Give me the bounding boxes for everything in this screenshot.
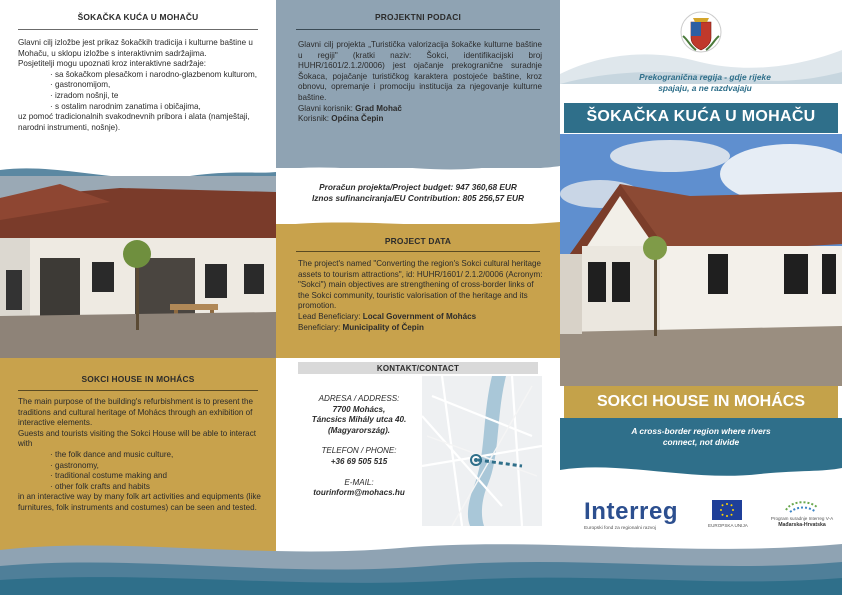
contact-details: ADRESA / ADDRESS: 7700 Mohács, Táncsics Mihály utca 40. (Magyarország). TELEFON / PHONE: +36 69 505 515 E-MAIL: tourinform@mohacs.hu [311,394,407,498]
en-list: · the folk dance and music culture, · gastronomy, · traditional costume making and · other folk crafts and habits [18,450,266,492]
budget-text: Proračun projekta/Project budget: 947 360,68 EUR Iznos sufinanciranja/EU Contribution: 805 256,57 EUR [311,182,525,203]
location-map [422,376,542,526]
en-section-title: SOKCI HOUSE IN MOHÁCS [81,374,195,384]
contact-title: KONTAKT/CONTACT [376,364,460,373]
interreg-sub: Europski fond za regionalni razvoj [584,526,656,531]
interreg-logo: Interreg [584,498,679,525]
cover-panel [560,0,842,595]
cover-photo [560,134,842,386]
en-title-rule [18,390,258,391]
en-project-text: The project's named "Converting the region's Sokci cultural heritage assets to tourism attractions", id: HUHR/1601/ 2.1.2/0006 (Acronym: "Sokci") main objectives are strengthening of cross-border links of the Sokci community, touristic valorisation of the heritage and its promotion. Lead Beneficiary: Local Government of Mohács Beneficiary: Municipality of Čepin [298,259,543,332]
cover-wave-bottom [560,460,842,490]
program-label: Program suradnje Interreg V-A Mađarska-Hrvatska [770,516,834,528]
en-project-rule [296,251,540,252]
en-description: The main purpose of the building's refurbishment is to present the traditions and cultural heritage of Mohács through an exhibition of interactive elements. Guests and tourists visiting the Sokci House will be able to interact with · the folk dance and music culture, · gastronomy, · traditional costume making and · other folk crafts and habits in an interactive way by many folk art activities and equipments (like furnitures, folk instruments and costumes) can be seen and tested. [18,397,266,514]
eu-stars [712,500,742,520]
hr-description: Glavni cilj izložbe jest prikaz šokačkih tradicija i kulturne baštine u Mohaču, u sklopu izložbe s interaktivnim sadržajima. Posjetitelji mogu upoznati kroz interaktivne sadržaje: · sa šokačkom plesačkom i narodno-glazbenom kulturom, · gastronomijom, · izradom nošnji, te · s ostalim narodnim zanatima i običajima, uz pomoć tradicionalnih svakodnevnih pribora i alata (namještaji, narodni instrumenti, nošnje). [18,38,263,133]
title-rule [18,29,258,30]
en-project-title: PROJECT DATA [384,236,452,246]
program-logo-icon [782,496,822,514]
eu-label: EUROPSKA UNIJA [708,523,748,528]
hr-project-text: Glavni cilj projekta „Turistička valorizacija šokačke kulturne baštine u regiji" (kratki naziv: Šokci, identifikacijski broj HUHR/1601/2.1.2/0006) jest ojačanje prekogranične suradnje Šokaca, pojačanje turističkog karaktera postojeće baštine, kroz obnovu, opremanje i promociju institucija za njegovanje kulturne baštine. Glavni korisnik: Grad Mohač Korisnik: Općina Čepin [298,40,542,124]
wave-band-middle [276,150,560,186]
courtyard-photo [0,176,276,358]
hr-project-title: PROJEKTNI PODACI [374,12,462,22]
title-en: SOKCI HOUSE IN MOHÁCS [596,393,805,410]
bottom-wave [0,530,842,595]
tagline-hr: Prekogranična regija - gdje rijeke spajaju, a ne razdvajaju [639,72,771,93]
hr-section-title: ŠOKAČKA KUĆA U MOHAČU [77,12,199,22]
wave-gold-top [276,216,560,232]
left-panel [0,0,276,595]
hr-project-rule [296,29,540,30]
tagline-en: A cross-border region where rivers connect, not divide [631,426,771,447]
hr-list: · sa šokačkom plesačkom i narodno-glazbenom kulturom, · gastronomijom, · izradom nošnji, te · s ostalim narodnim zanatima i običajima, [18,70,263,112]
title-hr: ŠOKAČKA KUĆA U MOHAČU [586,108,816,125]
middle-panel [276,0,560,595]
